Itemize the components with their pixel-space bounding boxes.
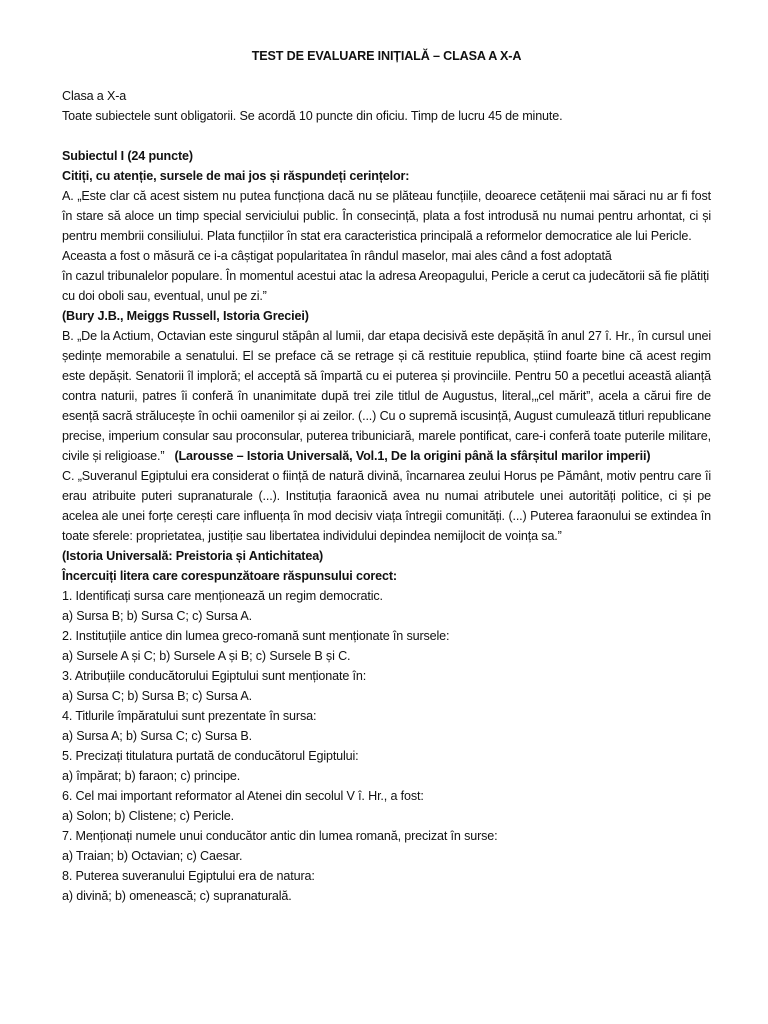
question-5: 5. Precizați titulatura purtată de conducătorul Egiptului:	[62, 749, 359, 763]
source-b-paragraph	[62, 326, 711, 466]
answer-options-3: a) Sursa C; b) Sursa B; c) Sursa A.	[62, 689, 253, 703]
source-c-paragraph: C. „Suveranul Egiptului era considerat o ființă de natură divină, încarnarea zeului Horus pe Pământ, motiv pentru care îi erau atribuite puteri supranaturale (...). Instituția faraonică avea nu numai atributele unei autorități politice, ci și pe acelea ale unei forțe cerești care influența în mod decisiv viața întregii comunități. (...) Puterea faraonului se extindea în toate sferele: proprietatea, justiție sau libertatea individului depindea nemijlocit de voința sa.”	[62, 469, 711, 543]
answer-options-1: a) Sursa B; b) Sursa C; c) Sursa A.	[62, 609, 253, 623]
source-a-paragraph-1: A. „Este clar că acest sistem nu putea funcționa dacă nu se plăteau funcțiile, deoarece cetățenii mai săraci nu ar fi fost în stare să aloce un timp special serviciului public. În consecință, plata a fost introdusă nu numai pentru arhontat, ci și pentru membrii consiliului. Plata funcțiilor în stat era caracteristica principală a reformelor democratice ale lui Pericle.	[62, 189, 711, 243]
question-list	[62, 586, 711, 906]
answer-options-8: a) divină; b) omenească; c) supranaturală.	[62, 889, 292, 903]
source-c-citation: (Istoria Universală: Preistoria și Antichitatea)	[62, 549, 324, 563]
instructions: Toate subiectele sunt obligatorii. Se acordă 10 puncte din oficiu. Timp de lucru 45 de minute.	[62, 109, 563, 123]
question-3: 3. Atribuțiile conducătorului Egiptului sunt menționate în:	[62, 669, 367, 683]
answer-options-5: a) împărat; b) faraon; c) principe.	[62, 769, 241, 783]
answer-instruction: Încercuiți litera care corespunzătoare răspunsului corect:	[62, 569, 397, 583]
subject-prompt: Citiți, cu atenție, sursele de mai jos și răspundeți cerințelor:	[62, 169, 410, 183]
question-7: 7. Menționați numele unui conducător antic din lumea romană, precizat în surse:	[62, 829, 498, 843]
question-1: 1. Identificați sursa care menționează un regim democratic.	[62, 589, 383, 603]
question-4: 4. Titlurile împăratului sunt prezentate în sursa:	[62, 709, 317, 723]
answer-options-7: a) Traian; b) Octavian; c) Caesar.	[62, 849, 243, 863]
question-8: 8. Puterea suveranului Egiptului era de natura:	[62, 869, 315, 883]
source-a-paragraph-3: în cazul tribunalelor populare. În momentul acestui atac la adresa Areopagului, Pericle a cerut ca judecătorii să fie plătiți cu doi oboli sau, eventual, unul pe zi.”	[62, 269, 709, 303]
source-a-citation: (Bury J.B., Meiggs Russell, Istoria Greciei)	[62, 309, 309, 323]
source-b-citation: (Larousse – Istoria Universală, Vol.1, De la origini până la sfârșitul marilor imperii)	[174, 449, 651, 463]
source-a-paragraph-2: Aceasta a fost o măsură ce i-a câștigat popularitatea în rândul maselor, mai ales când a fost adoptată	[62, 249, 612, 263]
answer-options-2: a) Sursele A și C; b) Sursele A și B; c) Sursele B și C.	[62, 649, 351, 663]
document-title: TEST DE EVALUARE INIȚIALĂ – CLASA A X-A	[251, 49, 522, 63]
answer-options-4: a) Sursa A; b) Sursa C; c) Sursa B.	[62, 729, 253, 743]
source-b-text: B. „De la Actium, Octavian este singurul stăpân al lumii, dar etapa decisivă este depășită în anul 27 î. Hr., în cursul unei ședințe memorabile a senatului. El se preface că se retrage și că restituie republica, știind foarte bine că acest regim este depășit. Senatorii îl imploră; el acceptă să împartă cu ei puterea și provinciile. Pentru 50 a pecetlui această alianță contra naturii, patres îi conferă în unanimitate după trei zile titlul de Augustus, literal,„cel mărit”, acela a cărui fire de esență sacră strălucește în ochii oamenilor și ai zeilor. (...) Cu o supremă iscusință, August cumulează titluri republicane precise, imperium consular sau proconsular, puterea tribuniciară, marele pontificat, care-i conferă toate puterile militare, civile și religioase.”	[62, 329, 711, 463]
spacer	[62, 126, 711, 146]
class-line: Clasa a X-a	[62, 89, 127, 103]
subject-heading: Subiectul I (24 puncte)	[62, 149, 193, 163]
question-6: 6. Cel mai important reformator al Atenei din secolul V î. Hr., a fost:	[62, 789, 424, 803]
answer-options-6: a) Solon; b) Clistene; c) Pericle.	[62, 809, 234, 823]
question-2: 2. Instituțiile antice din lumea greco-romană sunt menționate în sursele:	[62, 629, 450, 643]
